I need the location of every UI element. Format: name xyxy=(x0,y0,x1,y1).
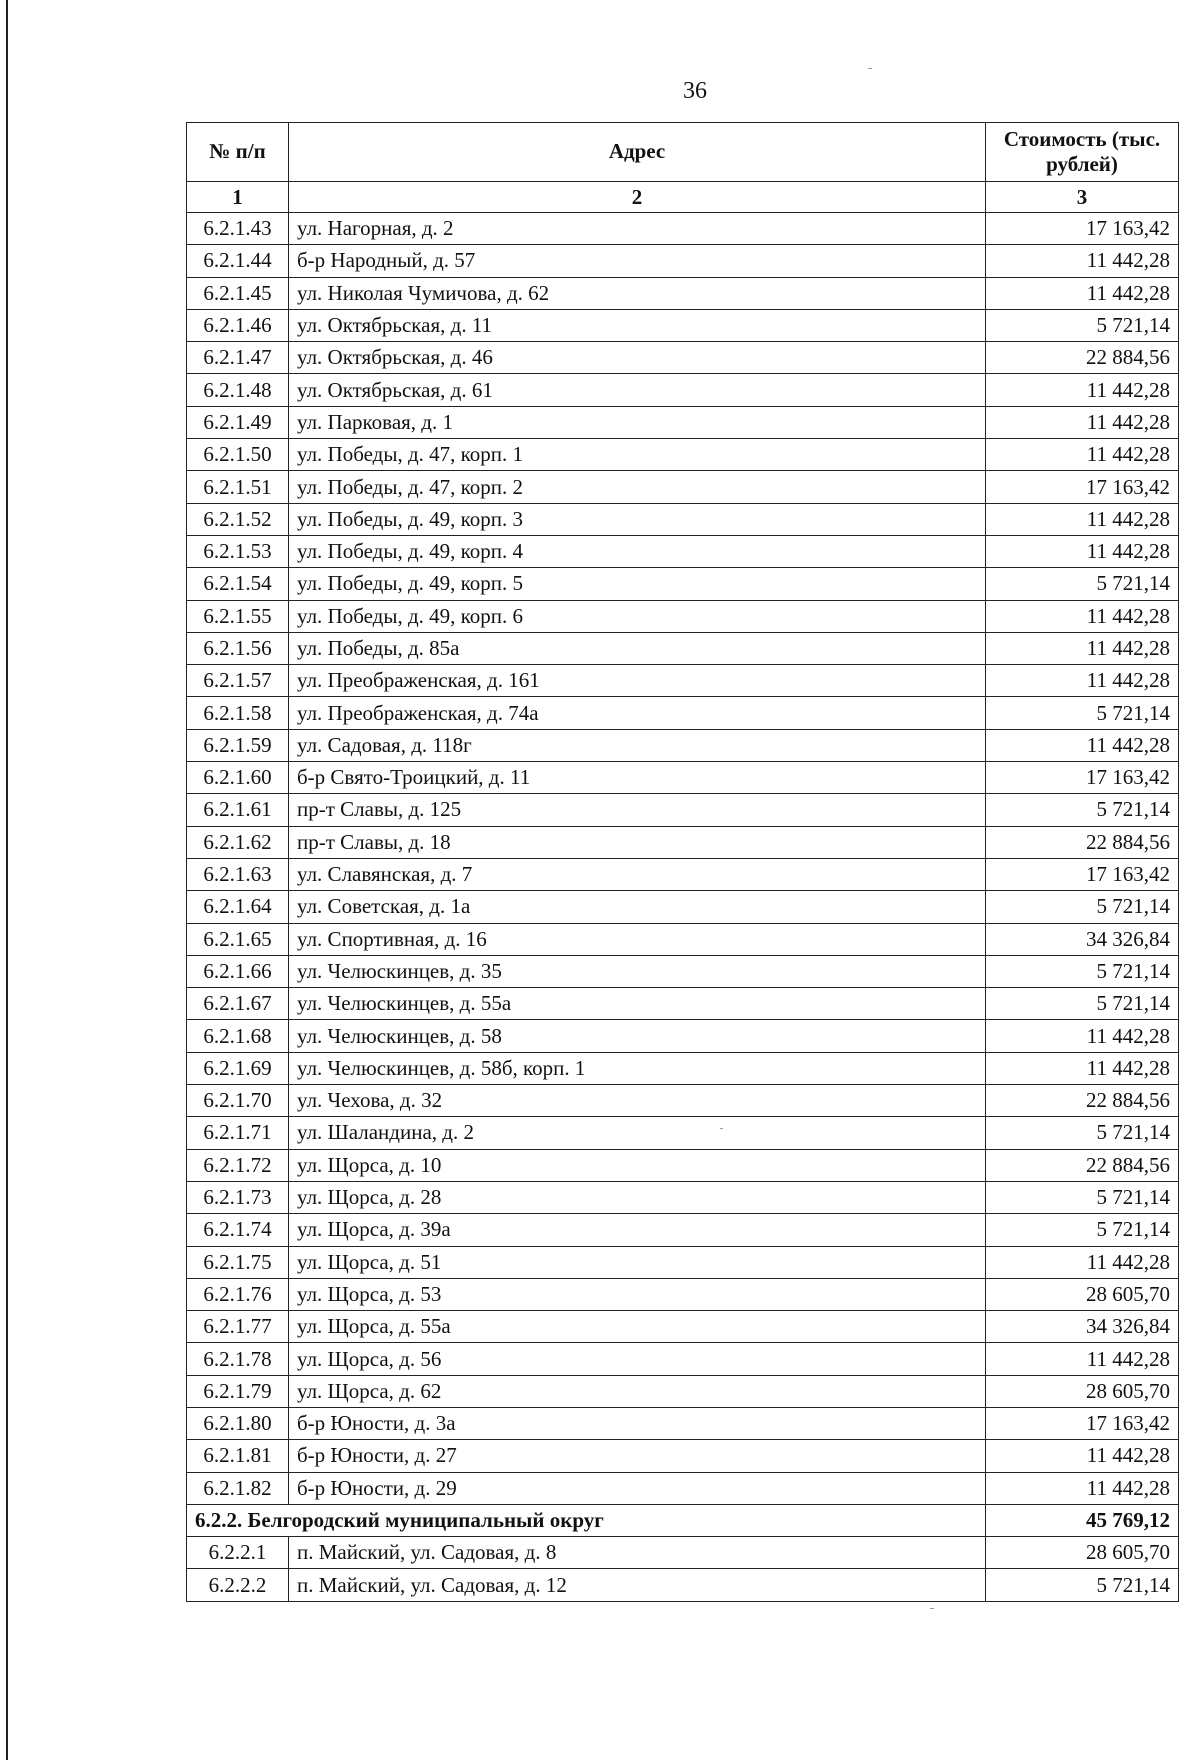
row-number: 6.2.1.50 xyxy=(187,439,289,471)
scan-edge xyxy=(6,0,8,1760)
table-row xyxy=(187,729,1179,761)
row-address: ул. Победы, д. 49, корп. 4 xyxy=(289,535,986,567)
row-address: ул. Чехова, д. 32 xyxy=(289,1085,986,1117)
row-number: 6.2.1.76 xyxy=(187,1278,289,1310)
row-number: 6.2.1.67 xyxy=(187,988,289,1020)
row-cost: 11 442,28 xyxy=(986,1472,1179,1504)
scan-speck xyxy=(868,68,872,69)
row-number: 6.2.1.56 xyxy=(187,632,289,664)
row-address: ул. Шаландина, д. 2 xyxy=(289,1117,986,1149)
table-body xyxy=(187,213,1179,1602)
row-cost: 11 442,28 xyxy=(986,1343,1179,1375)
page-number: 36 xyxy=(683,78,707,104)
row-cost: 11 442,28 xyxy=(986,374,1179,406)
table-row xyxy=(187,1149,1179,1181)
row-number: 6.2.1.68 xyxy=(187,1020,289,1052)
cost-table xyxy=(186,122,1179,1602)
row-address: ул. Преображенская, д. 161 xyxy=(289,665,986,697)
row-address: ул. Щорса, д. 62 xyxy=(289,1375,986,1407)
row-address: ул. Победы, д. 49, корп. 3 xyxy=(289,503,986,535)
row-cost: 11 442,28 xyxy=(986,277,1179,309)
header-cost: Стоимость (тыс. рублей) xyxy=(986,123,1179,182)
row-number: 6.2.1.55 xyxy=(187,600,289,632)
row-address: ул. Челюскинцев, д. 55а xyxy=(289,988,986,1020)
row-address: ул. Щорса, д. 39а xyxy=(289,1214,986,1246)
row-number: 6.2.1.81 xyxy=(187,1440,289,1472)
row-address: ул. Челюскинцев, д. 58б, корп. 1 xyxy=(289,1052,986,1084)
scan-speck xyxy=(930,1608,934,1609)
row-cost: 11 442,28 xyxy=(986,1052,1179,1084)
table-row xyxy=(187,891,1179,923)
column-number-row xyxy=(187,182,1179,213)
row-cost: 11 442,28 xyxy=(986,1020,1179,1052)
row-cost: 5 721,14 xyxy=(986,988,1179,1020)
row-number: 6.2.1.54 xyxy=(187,568,289,600)
table-row xyxy=(187,213,1179,245)
row-address: ул. Победы, д. 47, корп. 1 xyxy=(289,439,986,471)
row-address: б-р Свято-Троицкий, д. 11 xyxy=(289,762,986,794)
row-cost: 17 163,42 xyxy=(986,762,1179,794)
table-row xyxy=(187,1407,1179,1439)
table-row xyxy=(187,697,1179,729)
row-number: 6.2.1.72 xyxy=(187,1149,289,1181)
row-cost: 11 442,28 xyxy=(986,1246,1179,1278)
row-number: 6.2.1.73 xyxy=(187,1181,289,1213)
row-address: ул. Парковая, д. 1 xyxy=(289,406,986,438)
row-number: 6.2.2.2 xyxy=(187,1569,289,1601)
table-row xyxy=(187,600,1179,632)
row-address: п. Майский, ул. Садовая, д. 12 xyxy=(289,1569,986,1601)
table-row xyxy=(187,1278,1179,1310)
row-number: 6.2.1.61 xyxy=(187,794,289,826)
row-cost: 17 163,42 xyxy=(986,471,1179,503)
row-address: пр-т Славы, д. 125 xyxy=(289,794,986,826)
row-number: 6.2.1.52 xyxy=(187,503,289,535)
table-row xyxy=(187,503,1179,535)
row-address: ул. Победы, д. 47, корп. 2 xyxy=(289,471,986,503)
table-row xyxy=(187,1569,1179,1601)
row-address: б-р Юности, д. 3а xyxy=(289,1407,986,1439)
row-number: 6.2.1.48 xyxy=(187,374,289,406)
table-header-row xyxy=(187,123,1179,182)
row-address: ул. Садовая, д. 118г xyxy=(289,729,986,761)
row-address: ул. Щорса, д. 53 xyxy=(289,1278,986,1310)
row-cost: 28 605,70 xyxy=(986,1537,1179,1569)
row-address: ул. Щорса, д. 56 xyxy=(289,1343,986,1375)
row-cost: 5 721,14 xyxy=(986,697,1179,729)
column-number-2: 2 xyxy=(289,182,986,213)
table-row xyxy=(187,1246,1179,1278)
table-row xyxy=(187,632,1179,664)
table-row xyxy=(187,277,1179,309)
table-row xyxy=(187,1085,1179,1117)
row-cost: 11 442,28 xyxy=(986,600,1179,632)
row-number: 6.2.1.60 xyxy=(187,762,289,794)
row-cost: 5 721,14 xyxy=(986,1214,1179,1246)
column-number-3: 3 xyxy=(986,182,1179,213)
row-number: 6.2.1.49 xyxy=(187,406,289,438)
table-row xyxy=(187,1472,1179,1504)
row-address: ул. Щорса, д. 28 xyxy=(289,1181,986,1213)
table-row xyxy=(187,1440,1179,1472)
row-address: ул. Челюскинцев, д. 35 xyxy=(289,955,986,987)
row-number: 6.2.1.80 xyxy=(187,1407,289,1439)
table-row xyxy=(187,309,1179,341)
table-row xyxy=(187,1375,1179,1407)
row-number: 6.2.1.71 xyxy=(187,1117,289,1149)
row-number: 6.2.1.62 xyxy=(187,826,289,858)
row-number: 6.2.1.45 xyxy=(187,277,289,309)
column-number-1: 1 xyxy=(187,182,289,213)
row-number: 6.2.1.44 xyxy=(187,245,289,277)
row-number: 6.2.1.79 xyxy=(187,1375,289,1407)
row-address: б-р Юности, д. 29 xyxy=(289,1472,986,1504)
table-row xyxy=(187,923,1179,955)
table-row xyxy=(187,858,1179,890)
row-cost: 22 884,56 xyxy=(986,826,1179,858)
row-cost: 5 721,14 xyxy=(986,955,1179,987)
table-row xyxy=(187,1181,1179,1213)
row-number: 6.2.1.57 xyxy=(187,665,289,697)
table-row xyxy=(187,1020,1179,1052)
row-address: ул. Октябрьская, д. 46 xyxy=(289,342,986,374)
table-row xyxy=(187,245,1179,277)
row-number: 6.2.1.65 xyxy=(187,923,289,955)
row-number: 6.2.1.66 xyxy=(187,955,289,987)
row-number: 6.2.1.78 xyxy=(187,1343,289,1375)
row-cost: 28 605,70 xyxy=(986,1278,1179,1310)
row-address: ул. Советская, д. 1а xyxy=(289,891,986,923)
table-row xyxy=(187,406,1179,438)
table-row xyxy=(187,1214,1179,1246)
row-number: 6.2.1.43 xyxy=(187,213,289,245)
row-cost: 17 163,42 xyxy=(986,1407,1179,1439)
row-address: пр-т Славы, д. 18 xyxy=(289,826,986,858)
table-row xyxy=(187,1052,1179,1084)
row-number: 6.2.1.47 xyxy=(187,342,289,374)
table-row xyxy=(187,762,1179,794)
row-number: 6.2.1.75 xyxy=(187,1246,289,1278)
row-cost: 5 721,14 xyxy=(986,1117,1179,1149)
row-number: 6.2.1.59 xyxy=(187,729,289,761)
row-address: ул. Спортивная, д. 16 xyxy=(289,923,986,955)
row-number: 6.2.1.51 xyxy=(187,471,289,503)
row-cost: 11 442,28 xyxy=(986,245,1179,277)
table-row xyxy=(187,342,1179,374)
table-row xyxy=(187,471,1179,503)
row-number: 6.2.2.1 xyxy=(187,1537,289,1569)
row-cost: 34 326,84 xyxy=(986,1311,1179,1343)
row-address: ул. Щорса, д. 55а xyxy=(289,1311,986,1343)
row-number: 6.2.1.64 xyxy=(187,891,289,923)
row-cost: 11 442,28 xyxy=(986,632,1179,664)
table-row xyxy=(187,665,1179,697)
row-cost: 17 163,42 xyxy=(986,858,1179,890)
row-address: ул. Николая Чумичова, д. 62 xyxy=(289,277,986,309)
table-row xyxy=(187,955,1179,987)
row-address: ул. Октябрьская, д. 61 xyxy=(289,374,986,406)
row-cost: 11 442,28 xyxy=(986,535,1179,567)
row-cost: 11 442,28 xyxy=(986,503,1179,535)
row-cost: 11 442,28 xyxy=(986,1440,1179,1472)
row-address: ул. Победы, д. 49, корп. 6 xyxy=(289,600,986,632)
table-row xyxy=(187,1117,1179,1149)
row-cost: 11 442,28 xyxy=(986,439,1179,471)
row-cost: 5 721,14 xyxy=(986,794,1179,826)
row-number: 6.2.1.53 xyxy=(187,535,289,567)
table-row xyxy=(187,826,1179,858)
row-cost: 5 721,14 xyxy=(986,568,1179,600)
row-cost: 22 884,56 xyxy=(986,342,1179,374)
row-number: 6.2.1.63 xyxy=(187,858,289,890)
row-address: п. Майский, ул. Садовая, д. 8 xyxy=(289,1537,986,1569)
header-address: Адрес xyxy=(289,123,986,182)
row-address: ул. Победы, д. 49, корп. 5 xyxy=(289,568,986,600)
header-number: № п/п xyxy=(187,123,289,182)
table-row xyxy=(187,794,1179,826)
row-address: ул. Октябрьская, д. 11 xyxy=(289,309,986,341)
row-number: 6.2.1.74 xyxy=(187,1214,289,1246)
row-cost: 34 326,84 xyxy=(986,923,1179,955)
section-title: 6.2.2. Белгородский муниципальный округ xyxy=(187,1504,986,1536)
row-number: 6.2.1.82 xyxy=(187,1472,289,1504)
row-cost: 5 721,14 xyxy=(986,891,1179,923)
table-row xyxy=(187,988,1179,1020)
section-row xyxy=(187,1504,1179,1536)
row-cost: 17 163,42 xyxy=(986,213,1179,245)
section-cost: 45 769,12 xyxy=(986,1504,1179,1536)
table-row xyxy=(187,374,1179,406)
table-row xyxy=(187,1537,1179,1569)
row-address: ул. Нагорная, д. 2 xyxy=(289,213,986,245)
row-address: ул. Победы, д. 85а xyxy=(289,632,986,664)
row-address: ул. Преображенская, д. 74а xyxy=(289,697,986,729)
row-cost: 11 442,28 xyxy=(986,665,1179,697)
row-address: ул. Славянская, д. 7 xyxy=(289,858,986,890)
row-cost: 11 442,28 xyxy=(986,729,1179,761)
row-cost: 5 721,14 xyxy=(986,309,1179,341)
row-cost: 22 884,56 xyxy=(986,1085,1179,1117)
row-cost: 28 605,70 xyxy=(986,1375,1179,1407)
scan-speck xyxy=(720,1128,723,1129)
table-row xyxy=(187,535,1179,567)
row-cost: 5 721,14 xyxy=(986,1569,1179,1601)
row-address: б-р Народный, д. 57 xyxy=(289,245,986,277)
row-number: 6.2.1.58 xyxy=(187,697,289,729)
row-number: 6.2.1.46 xyxy=(187,309,289,341)
table-row xyxy=(187,1343,1179,1375)
table-row xyxy=(187,1311,1179,1343)
table-row xyxy=(187,568,1179,600)
table-row xyxy=(187,439,1179,471)
row-address: ул. Щорса, д. 51 xyxy=(289,1246,986,1278)
row-number: 6.2.1.77 xyxy=(187,1311,289,1343)
row-cost: 22 884,56 xyxy=(986,1149,1179,1181)
row-number: 6.2.1.70 xyxy=(187,1085,289,1117)
row-cost: 5 721,14 xyxy=(986,1181,1179,1213)
row-address: б-р Юности, д. 27 xyxy=(289,1440,986,1472)
row-cost: 11 442,28 xyxy=(986,406,1179,438)
row-number: 6.2.1.69 xyxy=(187,1052,289,1084)
row-address: ул. Челюскинцев, д. 58 xyxy=(289,1020,986,1052)
row-address: ул. Щорса, д. 10 xyxy=(289,1149,986,1181)
